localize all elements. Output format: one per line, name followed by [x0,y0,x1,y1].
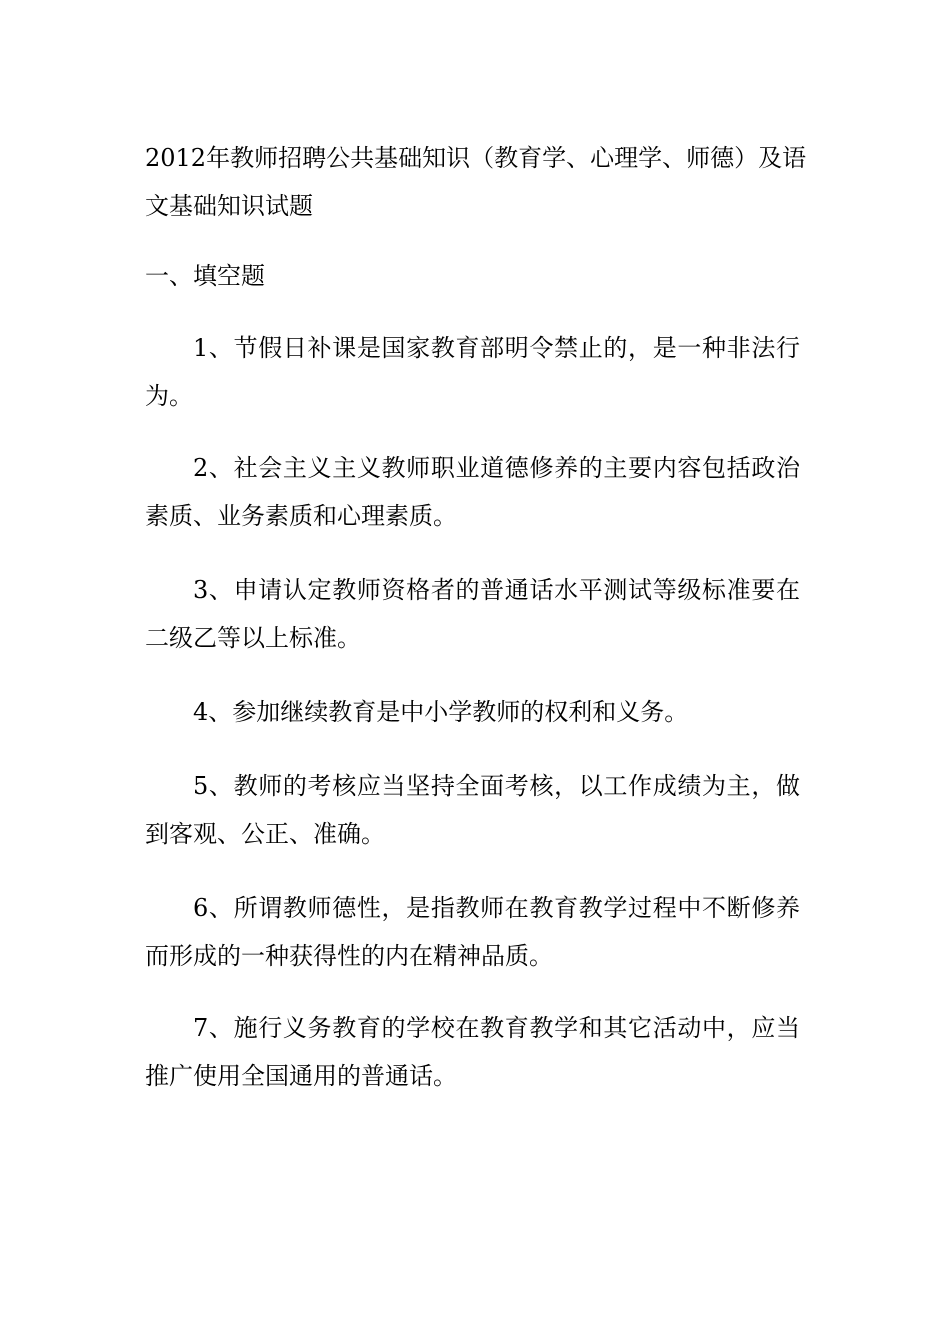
question-item: 3、申请认定教师资格者的普通话水平测试等级标准要在二级乙等以上标准。 [145,576,800,652]
question-item: 7、施行义务教育的学校在教育教学和其它活动中，应当推广使用全国通用的普通话。 [145,1014,800,1090]
question-item: 4、参加继续教育是中小学教师的权利和义务。 [193,698,689,726]
document-title: 2012年教师招聘公共基础知识（教育学、心理学、师德）及语文基础知识试题 [145,144,807,220]
question-item: 2、社会主义主义教师职业道德修养的主要内容包括政治素质、业务素质和心理素质。 [145,454,800,530]
question-item: 5、教师的考核应当坚持全面考核，以工作成绩为主，做到客观、公正、准确。 [145,772,800,848]
question-item: 1、节假日补课是国家教育部明令禁止的，是一种非法行为。 [145,334,800,410]
question-item: 6、所谓教师德性，是指教师在教育教学过程中不断修养而形成的一种获得性的内在精神品质。 [145,894,800,970]
section-heading: 一、填空题 [145,262,265,290]
